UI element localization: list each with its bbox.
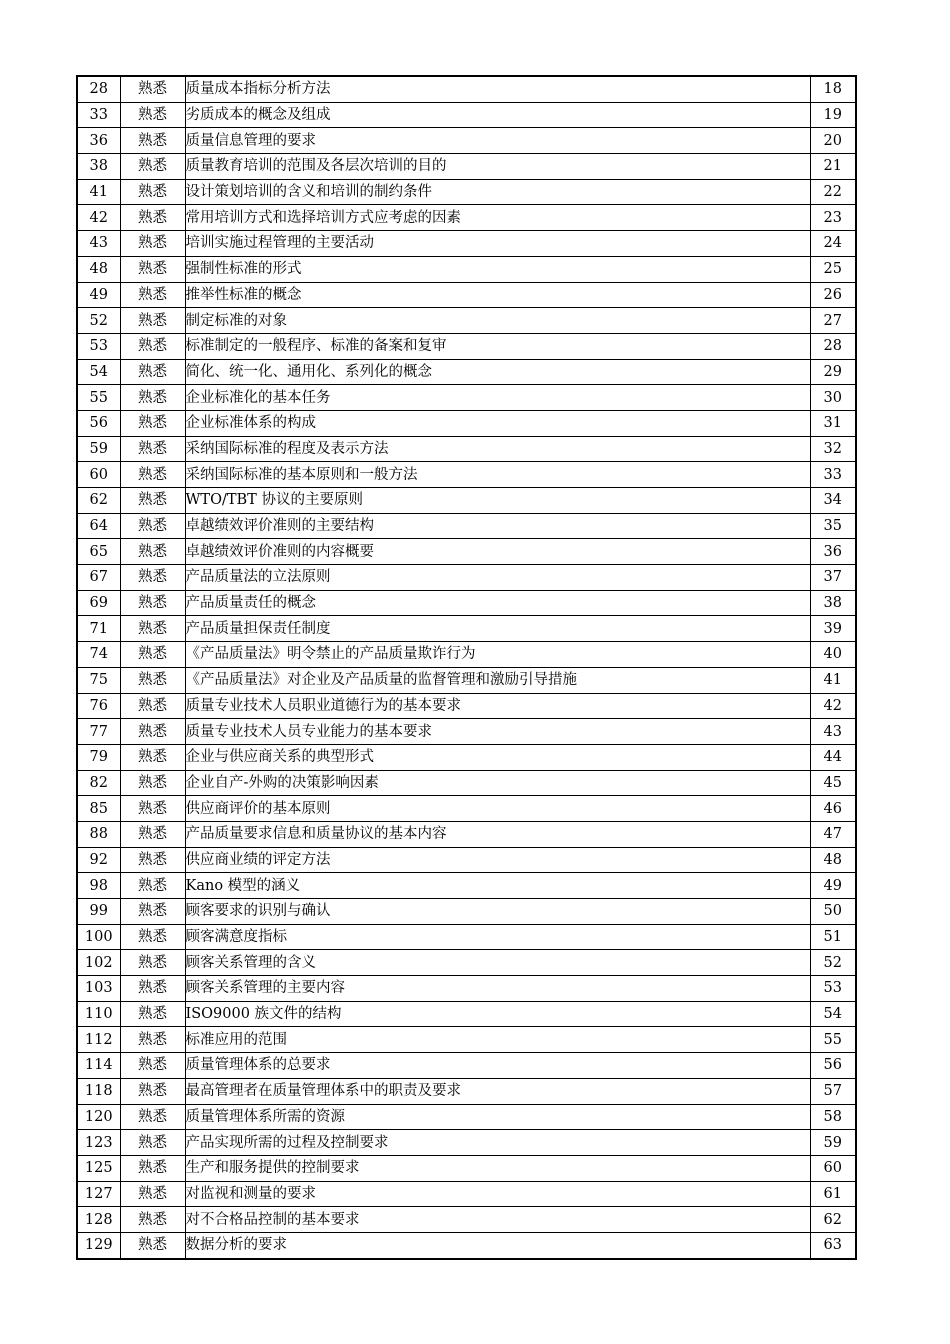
page-number-cell: 51 bbox=[810, 924, 856, 950]
topic-content-cell: 标准制定的一般程序、标准的备案和复审 bbox=[185, 333, 810, 359]
page-number-cell: 37 bbox=[810, 565, 856, 591]
topic-content-cell: 顾客关系管理的含义 bbox=[185, 950, 810, 976]
requirement-level-cell: 熟悉 bbox=[120, 796, 185, 822]
page-number-cell: 63 bbox=[810, 1232, 856, 1258]
topic-content-cell: 对监视和测量的要求 bbox=[185, 1181, 810, 1207]
page-number-cell: 25 bbox=[810, 256, 856, 282]
page-number-cell: 42 bbox=[810, 693, 856, 719]
item-number-cell: 118 bbox=[77, 1078, 120, 1104]
table-row bbox=[77, 950, 856, 976]
requirement-level-cell: 熟悉 bbox=[120, 1181, 185, 1207]
requirement-level-cell: 熟悉 bbox=[120, 719, 185, 745]
item-number-cell: 114 bbox=[77, 1053, 120, 1079]
item-number-cell: 85 bbox=[77, 796, 120, 822]
table-row bbox=[77, 308, 856, 334]
topic-content-cell: 产品质量责任的概念 bbox=[185, 590, 810, 616]
page-number-cell: 31 bbox=[810, 410, 856, 436]
item-number-cell: 103 bbox=[77, 976, 120, 1002]
table-row bbox=[77, 616, 856, 642]
requirement-level-cell: 熟悉 bbox=[120, 1155, 185, 1181]
table-row bbox=[77, 282, 856, 308]
topic-content-cell: 简化、统一化、通用化、系列化的概念 bbox=[185, 359, 810, 385]
item-number-cell: 74 bbox=[77, 642, 120, 668]
table-row bbox=[77, 1078, 856, 1104]
page-number-cell: 32 bbox=[810, 436, 856, 462]
page-number-cell: 53 bbox=[810, 976, 856, 1002]
item-number-cell: 53 bbox=[77, 333, 120, 359]
topic-content-cell: 卓越绩效评价准则的主要结构 bbox=[185, 513, 810, 539]
table-row bbox=[77, 976, 856, 1002]
table-row bbox=[77, 333, 856, 359]
page-number-cell: 23 bbox=[810, 205, 856, 231]
table-row bbox=[77, 1104, 856, 1130]
topic-content-cell: 质量管理体系的总要求 bbox=[185, 1053, 810, 1079]
item-number-cell: 36 bbox=[77, 128, 120, 154]
page-number-cell: 41 bbox=[810, 667, 856, 693]
table-row bbox=[77, 1207, 856, 1233]
item-number-cell: 41 bbox=[77, 179, 120, 205]
page-number-cell: 60 bbox=[810, 1155, 856, 1181]
item-number-cell: 75 bbox=[77, 667, 120, 693]
table-row bbox=[77, 488, 856, 514]
item-number-cell: 55 bbox=[77, 385, 120, 411]
table-row bbox=[77, 128, 856, 154]
topic-content-cell: 企业自产-外购的决策影响因素 bbox=[185, 770, 810, 796]
table-row bbox=[77, 744, 856, 770]
topic-content-cell: 企业标准化的基本任务 bbox=[185, 385, 810, 411]
item-number-cell: 129 bbox=[77, 1232, 120, 1258]
table-body bbox=[77, 76, 856, 1259]
table-row bbox=[77, 693, 856, 719]
requirement-level-cell: 熟悉 bbox=[120, 899, 185, 925]
requirement-level-cell: 熟悉 bbox=[120, 1078, 185, 1104]
table-row bbox=[77, 796, 856, 822]
item-number-cell: 127 bbox=[77, 1181, 120, 1207]
topic-content-cell: 标准应用的范围 bbox=[185, 1027, 810, 1053]
item-number-cell: 28 bbox=[77, 76, 120, 102]
table-row bbox=[77, 436, 856, 462]
item-number-cell: 48 bbox=[77, 256, 120, 282]
requirement-level-cell: 熟悉 bbox=[120, 1104, 185, 1130]
page-number-cell: 30 bbox=[810, 385, 856, 411]
page-number-cell: 36 bbox=[810, 539, 856, 565]
topic-content-cell: 采纳国际标准的程度及表示方法 bbox=[185, 436, 810, 462]
table-row bbox=[77, 565, 856, 591]
page-number-cell: 35 bbox=[810, 513, 856, 539]
item-number-cell: 62 bbox=[77, 488, 120, 514]
requirement-level-cell: 熟悉 bbox=[120, 179, 185, 205]
page-number-cell: 54 bbox=[810, 1001, 856, 1027]
table-row bbox=[77, 1130, 856, 1156]
page-number-cell: 45 bbox=[810, 770, 856, 796]
table-row bbox=[77, 154, 856, 180]
table-row bbox=[77, 205, 856, 231]
topic-content-cell: 《产品质量法》对企业及产品质量的监督管理和激励引导措施 bbox=[185, 667, 810, 693]
table-row bbox=[77, 102, 856, 128]
requirement-level-cell: 熟悉 bbox=[120, 154, 185, 180]
topic-content-cell: 企业与供应商关系的典型形式 bbox=[185, 744, 810, 770]
table-row bbox=[77, 873, 856, 899]
page-number-cell: 24 bbox=[810, 231, 856, 257]
page-number-cell: 22 bbox=[810, 179, 856, 205]
page-number-cell: 33 bbox=[810, 462, 856, 488]
topic-content-cell: 产品实现所需的过程及控制要求 bbox=[185, 1130, 810, 1156]
item-number-cell: 128 bbox=[77, 1207, 120, 1233]
topic-content-cell: 对不合格品控制的基本要求 bbox=[185, 1207, 810, 1233]
page-number-cell: 47 bbox=[810, 821, 856, 847]
table-row bbox=[77, 1027, 856, 1053]
topic-content-cell: Kano 模型的涵义 bbox=[185, 873, 810, 899]
page-number-cell: 56 bbox=[810, 1053, 856, 1079]
topic-content-cell: 产品质量法的立法原则 bbox=[185, 565, 810, 591]
page-number-cell: 55 bbox=[810, 1027, 856, 1053]
requirement-level-cell: 熟悉 bbox=[120, 128, 185, 154]
requirement-level-cell: 熟悉 bbox=[120, 744, 185, 770]
page-number-cell: 49 bbox=[810, 873, 856, 899]
table-row bbox=[77, 76, 856, 102]
item-number-cell: 64 bbox=[77, 513, 120, 539]
item-number-cell: 56 bbox=[77, 410, 120, 436]
requirement-level-cell: 熟悉 bbox=[120, 821, 185, 847]
requirement-level-cell: 熟悉 bbox=[120, 976, 185, 1002]
topic-content-cell: 供应商业绩的评定方法 bbox=[185, 847, 810, 873]
item-number-cell: 49 bbox=[77, 282, 120, 308]
page-number-cell: 59 bbox=[810, 1130, 856, 1156]
topic-content-cell: ISO9000 族文件的结构 bbox=[185, 1001, 810, 1027]
requirement-level-cell: 熟悉 bbox=[120, 770, 185, 796]
item-number-cell: 67 bbox=[77, 565, 120, 591]
table-row bbox=[77, 385, 856, 411]
requirement-level-cell: 熟悉 bbox=[120, 1027, 185, 1053]
item-number-cell: 38 bbox=[77, 154, 120, 180]
topic-content-cell: 企业标准体系的构成 bbox=[185, 410, 810, 436]
table-row bbox=[77, 719, 856, 745]
document-page bbox=[76, 75, 855, 1260]
table-row bbox=[77, 924, 856, 950]
table-row bbox=[77, 899, 856, 925]
table-row bbox=[77, 359, 856, 385]
item-number-cell: 100 bbox=[77, 924, 120, 950]
page-number-cell: 50 bbox=[810, 899, 856, 925]
requirement-level-cell: 熟悉 bbox=[120, 1207, 185, 1233]
table-row bbox=[77, 1155, 856, 1181]
topic-content-cell: 制定标准的对象 bbox=[185, 308, 810, 334]
item-number-cell: 92 bbox=[77, 847, 120, 873]
page-number-cell: 48 bbox=[810, 847, 856, 873]
topic-content-cell: 质量管理体系所需的资源 bbox=[185, 1104, 810, 1130]
item-number-cell: 125 bbox=[77, 1155, 120, 1181]
requirement-level-cell: 熟悉 bbox=[120, 256, 185, 282]
requirement-level-cell: 熟悉 bbox=[120, 847, 185, 873]
table-row bbox=[77, 642, 856, 668]
requirement-level-cell: 熟悉 bbox=[120, 205, 185, 231]
requirement-level-cell: 熟悉 bbox=[120, 539, 185, 565]
requirement-level-cell: 熟悉 bbox=[120, 282, 185, 308]
item-number-cell: 120 bbox=[77, 1104, 120, 1130]
item-number-cell: 98 bbox=[77, 873, 120, 899]
table-row bbox=[77, 179, 856, 205]
requirement-level-cell: 熟悉 bbox=[120, 667, 185, 693]
table-row bbox=[77, 821, 856, 847]
item-number-cell: 88 bbox=[77, 821, 120, 847]
table-row bbox=[77, 539, 856, 565]
page-number-cell: 57 bbox=[810, 1078, 856, 1104]
table-row bbox=[77, 256, 856, 282]
requirement-level-cell: 熟悉 bbox=[120, 590, 185, 616]
page-number-cell: 44 bbox=[810, 744, 856, 770]
table-row bbox=[77, 410, 856, 436]
topic-content-cell: 生产和服务提供的控制要求 bbox=[185, 1155, 810, 1181]
table-row bbox=[77, 462, 856, 488]
page-number-cell: 27 bbox=[810, 308, 856, 334]
item-number-cell: 102 bbox=[77, 950, 120, 976]
topic-content-cell: 质量成本指标分析方法 bbox=[185, 76, 810, 102]
page-number-cell: 19 bbox=[810, 102, 856, 128]
page-number-cell: 52 bbox=[810, 950, 856, 976]
item-number-cell: 110 bbox=[77, 1001, 120, 1027]
item-number-cell: 123 bbox=[77, 1130, 120, 1156]
topic-content-cell: 产品质量担保责任制度 bbox=[185, 616, 810, 642]
item-number-cell: 43 bbox=[77, 231, 120, 257]
item-number-cell: 59 bbox=[77, 436, 120, 462]
table-row bbox=[77, 847, 856, 873]
page-number-cell: 62 bbox=[810, 1207, 856, 1233]
page-number-cell: 20 bbox=[810, 128, 856, 154]
requirement-level-cell: 熟悉 bbox=[120, 950, 185, 976]
table-row bbox=[77, 1232, 856, 1258]
table-row bbox=[77, 231, 856, 257]
page-number-cell: 46 bbox=[810, 796, 856, 822]
table-row bbox=[77, 1053, 856, 1079]
item-number-cell: 112 bbox=[77, 1027, 120, 1053]
requirement-level-cell: 熟悉 bbox=[120, 1001, 185, 1027]
item-number-cell: 60 bbox=[77, 462, 120, 488]
table-row bbox=[77, 1001, 856, 1027]
topic-content-cell: 常用培训方式和选择培训方式应考虑的因素 bbox=[185, 205, 810, 231]
topic-content-cell: 质量信息管理的要求 bbox=[185, 128, 810, 154]
topic-content-cell: 推举性标准的概念 bbox=[185, 282, 810, 308]
requirement-level-cell: 熟悉 bbox=[120, 333, 185, 359]
requirement-level-cell: 熟悉 bbox=[120, 642, 185, 668]
requirement-level-cell: 熟悉 bbox=[120, 462, 185, 488]
item-number-cell: 77 bbox=[77, 719, 120, 745]
page-number-cell: 39 bbox=[810, 616, 856, 642]
topic-content-cell: 卓越绩效评价准则的内容概要 bbox=[185, 539, 810, 565]
requirement-level-cell: 熟悉 bbox=[120, 436, 185, 462]
page-number-cell: 38 bbox=[810, 590, 856, 616]
table-row bbox=[77, 1181, 856, 1207]
page-number-cell: 43 bbox=[810, 719, 856, 745]
topic-content-cell: 顾客满意度指标 bbox=[185, 924, 810, 950]
topic-content-cell: 产品质量要求信息和质量协议的基本内容 bbox=[185, 821, 810, 847]
page-number-cell: 28 bbox=[810, 333, 856, 359]
item-number-cell: 52 bbox=[77, 308, 120, 334]
requirement-level-cell: 熟悉 bbox=[120, 1130, 185, 1156]
table-row bbox=[77, 770, 856, 796]
page-number-cell: 40 bbox=[810, 642, 856, 668]
topic-content-cell: 质量专业技术人员专业能力的基本要求 bbox=[185, 719, 810, 745]
requirement-level-cell: 熟悉 bbox=[120, 76, 185, 102]
page-number-cell: 61 bbox=[810, 1181, 856, 1207]
table-row bbox=[77, 513, 856, 539]
item-number-cell: 79 bbox=[77, 744, 120, 770]
requirement-level-cell: 熟悉 bbox=[120, 488, 185, 514]
requirement-level-cell: 熟悉 bbox=[120, 1053, 185, 1079]
item-number-cell: 76 bbox=[77, 693, 120, 719]
topic-content-cell: 顾客关系管理的主要内容 bbox=[185, 976, 810, 1002]
requirement-level-cell: 熟悉 bbox=[120, 924, 185, 950]
item-number-cell: 42 bbox=[77, 205, 120, 231]
table-row bbox=[77, 590, 856, 616]
requirement-level-cell: 熟悉 bbox=[120, 616, 185, 642]
page-number-cell: 58 bbox=[810, 1104, 856, 1130]
item-number-cell: 69 bbox=[77, 590, 120, 616]
requirement-level-cell: 熟悉 bbox=[120, 385, 185, 411]
page-number-cell: 18 bbox=[810, 76, 856, 102]
item-number-cell: 99 bbox=[77, 899, 120, 925]
topic-content-cell: 数据分析的要求 bbox=[185, 1232, 810, 1258]
topic-content-cell: 培训实施过程管理的主要活动 bbox=[185, 231, 810, 257]
topic-content-cell: 顾客要求的识别与确认 bbox=[185, 899, 810, 925]
topic-content-cell: 强制性标准的形式 bbox=[185, 256, 810, 282]
topic-content-cell: 最高管理者在质量管理体系中的职责及要求 bbox=[185, 1078, 810, 1104]
requirement-level-cell: 熟悉 bbox=[120, 693, 185, 719]
topic-content-cell: 劣质成本的概念及组成 bbox=[185, 102, 810, 128]
requirement-level-cell: 熟悉 bbox=[120, 513, 185, 539]
page-number-cell: 26 bbox=[810, 282, 856, 308]
page-number-cell: 29 bbox=[810, 359, 856, 385]
item-number-cell: 33 bbox=[77, 102, 120, 128]
topic-content-cell: 质量专业技术人员职业道德行为的基本要求 bbox=[185, 693, 810, 719]
requirement-level-cell: 熟悉 bbox=[120, 359, 185, 385]
requirement-level-cell: 熟悉 bbox=[120, 1232, 185, 1258]
topic-content-cell: 质量教育培训的范围及各层次培训的目的 bbox=[185, 154, 810, 180]
table-row bbox=[77, 667, 856, 693]
topic-content-cell: 《产品质量法》明令禁止的产品质量欺诈行为 bbox=[185, 642, 810, 668]
item-number-cell: 65 bbox=[77, 539, 120, 565]
page-number-cell: 21 bbox=[810, 154, 856, 180]
item-number-cell: 82 bbox=[77, 770, 120, 796]
page-number-cell: 34 bbox=[810, 488, 856, 514]
requirement-level-cell: 熟悉 bbox=[120, 410, 185, 436]
requirement-level-cell: 熟悉 bbox=[120, 873, 185, 899]
topic-content-cell: WTO/TBT 协议的主要原则 bbox=[185, 488, 810, 514]
topic-content-cell: 供应商评价的基本原则 bbox=[185, 796, 810, 822]
topic-content-cell: 设计策划培训的含义和培训的制约条件 bbox=[185, 179, 810, 205]
syllabus-table bbox=[76, 75, 857, 1260]
item-number-cell: 54 bbox=[77, 359, 120, 385]
requirement-level-cell: 熟悉 bbox=[120, 565, 185, 591]
topic-content-cell: 采纳国际标准的基本原则和一般方法 bbox=[185, 462, 810, 488]
requirement-level-cell: 熟悉 bbox=[120, 308, 185, 334]
requirement-level-cell: 熟悉 bbox=[120, 231, 185, 257]
item-number-cell: 71 bbox=[77, 616, 120, 642]
requirement-level-cell: 熟悉 bbox=[120, 102, 185, 128]
